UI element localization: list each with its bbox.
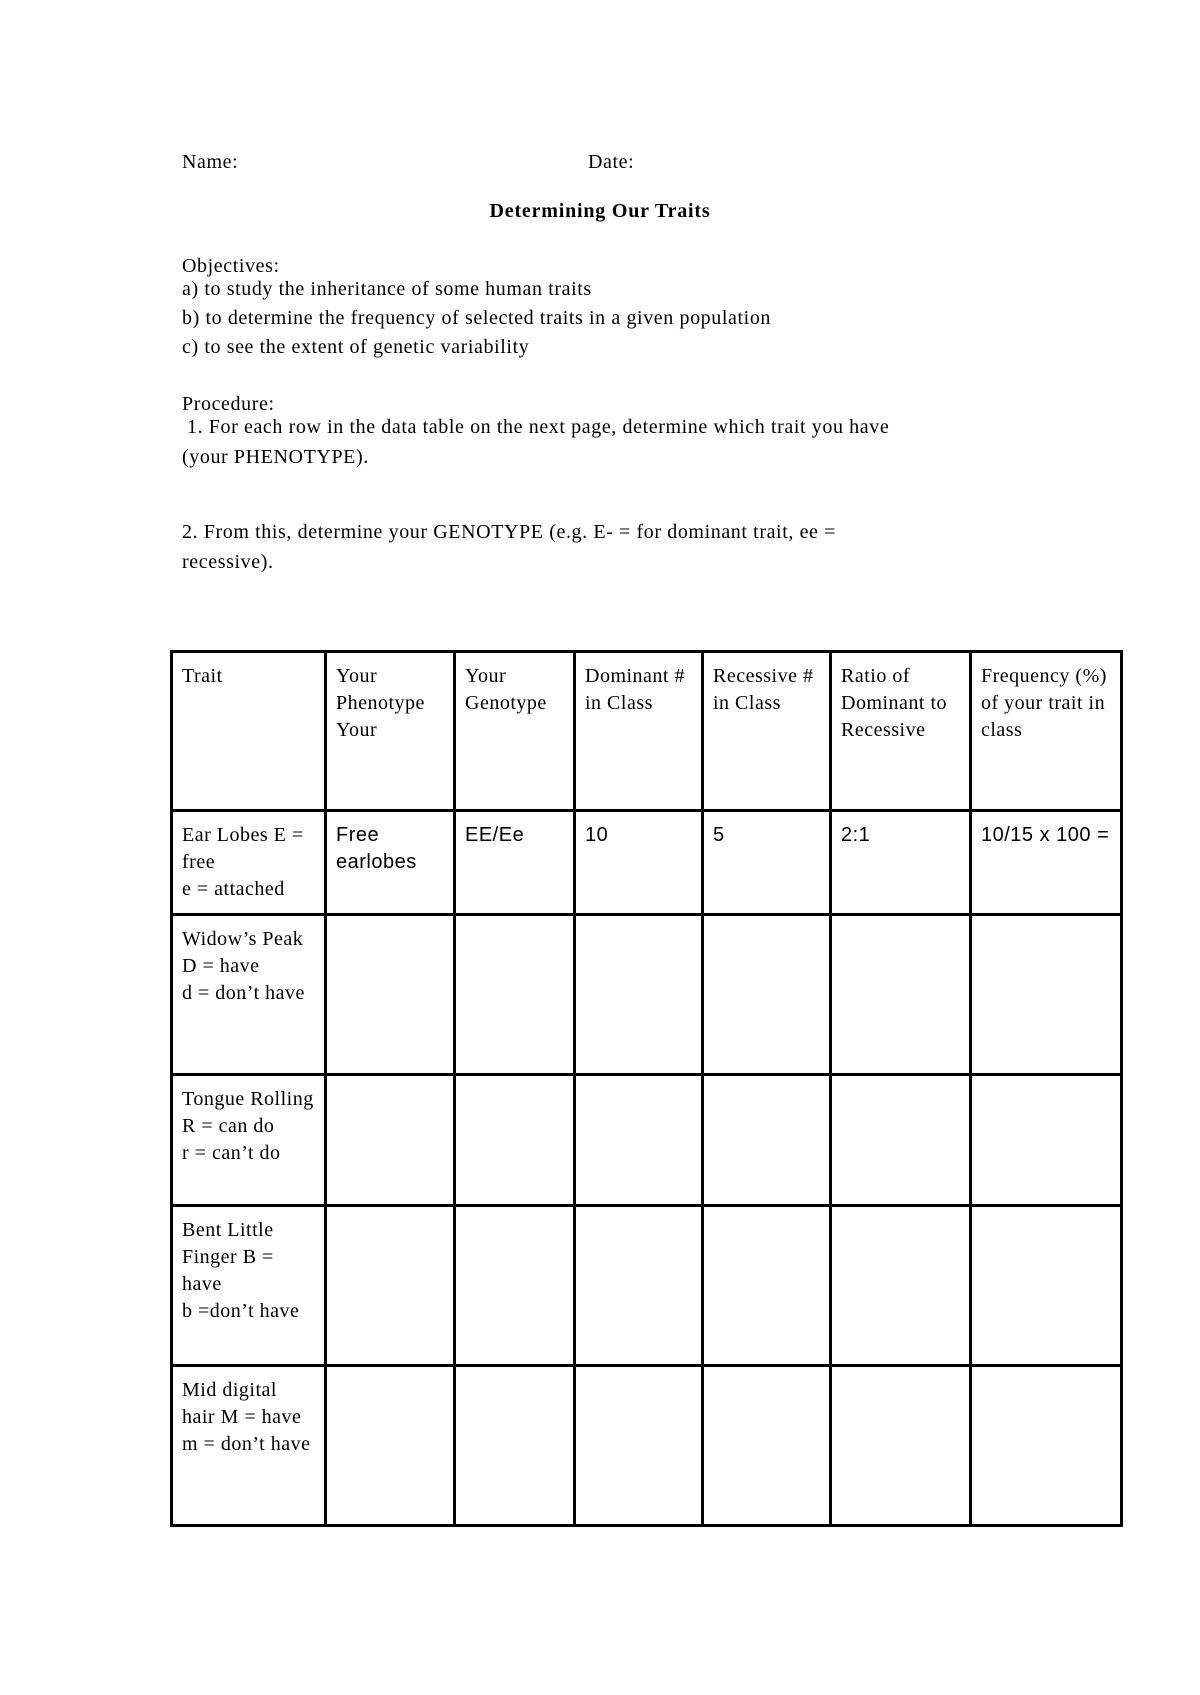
table-row xyxy=(172,1366,1122,1526)
table-row xyxy=(172,1206,1122,1366)
procedure-step-2: 2. From this, determine your GENOTYPE (e.g. E- = for dominant trait, ee = xyxy=(182,521,837,543)
name-label: Name: xyxy=(182,151,239,173)
dominant-count-cell[interactable] xyxy=(575,915,703,1075)
ratio-cell[interactable] xyxy=(831,1206,971,1366)
header-phenotype: Your Phenotype Your xyxy=(326,652,455,811)
dominant-count-cell[interactable] xyxy=(575,1366,703,1526)
genotype-cell[interactable]: EE/Ee xyxy=(455,811,575,915)
genotype-cell[interactable] xyxy=(455,915,575,1075)
phenotype-cell[interactable]: Free earlobes xyxy=(326,811,455,915)
objectives-heading: Objectives: xyxy=(182,255,280,277)
dominant-count-cell[interactable] xyxy=(575,1206,703,1366)
objective-item: c) to see the extent of genetic variability xyxy=(182,336,530,358)
ratio-cell[interactable] xyxy=(831,915,971,1075)
table-row xyxy=(172,915,1122,1075)
dominant-count-cell[interactable] xyxy=(575,1075,703,1206)
header-recessive-count: Recessive # in Class xyxy=(703,652,831,811)
recessive-count-cell[interactable] xyxy=(703,1206,831,1366)
date-label: Date: xyxy=(588,151,635,173)
header-frequency: Frequency (%) of your trait in class xyxy=(971,652,1122,811)
frequency-cell[interactable] xyxy=(971,915,1122,1075)
ratio-cell[interactable]: 2:1 xyxy=(831,811,971,915)
table-header-row xyxy=(172,652,1122,811)
trait-cell: Mid digital hair M = have m = don’t have xyxy=(172,1366,326,1526)
ratio-cell[interactable] xyxy=(831,1075,971,1206)
procedure-heading: Procedure: xyxy=(182,393,275,415)
trait-cell: Ear Lobes E = free e = attached xyxy=(172,811,326,915)
genotype-cell[interactable] xyxy=(455,1366,575,1526)
traits-data-table xyxy=(170,650,1123,1527)
header-trait: Trait xyxy=(172,652,326,811)
recessive-count-cell[interactable] xyxy=(703,1366,831,1526)
procedure-step-1-cont: (your PHENOTYPE). xyxy=(182,446,369,468)
recessive-count-cell[interactable] xyxy=(703,915,831,1075)
page-title: Determining Our Traits xyxy=(489,200,711,222)
phenotype-cell[interactable] xyxy=(326,1366,455,1526)
recessive-count-cell[interactable]: 5 xyxy=(703,811,831,915)
procedure-step-1: 1. For each row in the data table on the next page, determine which trait you have xyxy=(187,416,890,438)
table-row xyxy=(172,1075,1122,1206)
table-row xyxy=(172,811,1122,915)
trait-cell: Bent Little Finger B = have b =don’t have xyxy=(172,1206,326,1366)
dominant-count-cell[interactable]: 10 xyxy=(575,811,703,915)
header-ratio: Ratio of Dominant to Recessive xyxy=(831,652,971,811)
phenotype-cell[interactable] xyxy=(326,1206,455,1366)
recessive-count-cell[interactable] xyxy=(703,1075,831,1206)
trait-cell: Widow’s Peak D = have d = don’t have xyxy=(172,915,326,1075)
objective-item: b) to determine the frequency of selected traits in a given population xyxy=(182,307,772,329)
frequency-cell[interactable]: 10/15 x 100 = xyxy=(971,811,1122,915)
frequency-cell[interactable] xyxy=(971,1075,1122,1206)
header-dominant-count: Dominant # in Class xyxy=(575,652,703,811)
genotype-cell[interactable] xyxy=(455,1206,575,1366)
header-genotype: Your Genotype xyxy=(455,652,575,811)
phenotype-cell[interactable] xyxy=(326,1075,455,1206)
trait-cell: Tongue Rolling R = can do r = can’t do xyxy=(172,1075,326,1206)
frequency-cell[interactable] xyxy=(971,1366,1122,1526)
procedure-step-2-cont: recessive). xyxy=(182,551,274,573)
objective-item: a) to study the inheritance of some human traits xyxy=(182,278,592,300)
genotype-cell[interactable] xyxy=(455,1075,575,1206)
phenotype-cell[interactable] xyxy=(326,915,455,1075)
ratio-cell[interactable] xyxy=(831,1366,971,1526)
frequency-cell[interactable] xyxy=(971,1206,1122,1366)
